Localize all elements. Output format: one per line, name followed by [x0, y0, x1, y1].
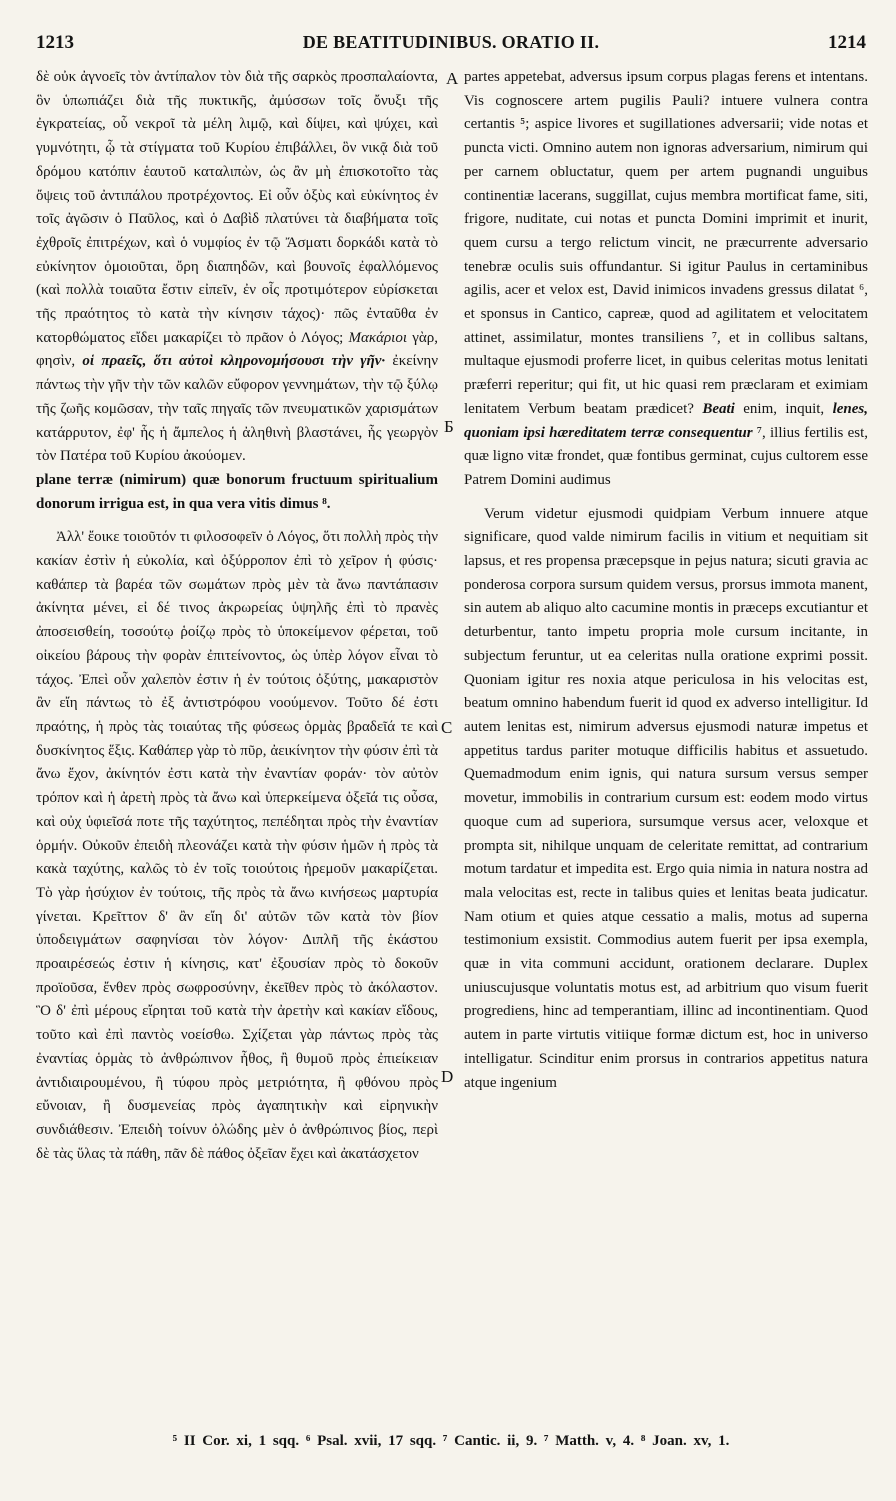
latin-column	[464, 66, 868, 1406]
running-header	[36, 32, 866, 58]
latin-bridge-line: plane terræ (nimirum) quæ bonorum fructuum spiritualium donorum irrigua est, in qua vera vitis dimus ⁸.	[36, 471, 438, 512]
margin-marker-b: Б	[444, 417, 454, 436]
paragraph-gap	[464, 493, 868, 503]
greek-p1-end: ἐκείνην πάντως τὴν γῆν τὴν τῶν καλῶν εὔφορον γεννημάτων, τὴν τῷ ξύλῳ τῆς ζωῆς κομῶσαν, τὴν ταῖς πηγαῖς τῶν πνευματικῶν χαρισμάτων κατάρρυτον, ἐφ' ἧς ἡ ἄμπελος ἡ ἀληθινὴ βλαστάνει, ἧς γεωργὸν τὸν Πατέρα τοῦ Κυρίου ἀκούομεν.	[36, 353, 438, 465]
greek-paragraph-1	[36, 66, 438, 469]
running-title: DE BEATITUDINIBUS. ORATIO II.	[302, 32, 600, 52]
greek-column	[36, 66, 438, 1406]
greek-p1-quote: οἱ πραεῖς, ὅτι αὐτοὶ κληρονομήσουσι τὴν γῆν·	[82, 353, 386, 370]
margin-marker-c: C	[441, 718, 453, 737]
margin-marker-d: D	[441, 1067, 454, 1086]
margin-marker-a: A	[446, 69, 459, 88]
latin-paragraph-2: Verum videtur ejusmodi quidpiam Verbum innuere atque significare, quod valde nimirum facilis in vitium et nequitiam sit lapsus, et res propensa præcepsque in pejus natura; sicuti gravia ac ponderosa corpora sursum quidem versus, prorsus immota manent, sin autem ab aliquo alto cacumine montis in præceps excutiantur et deturbentur, tanto impetu propria mole cursum incitante, in subjectum feruntur, ut ea celeritas nulla oratione exprimi possit. Quoniam igitur res noxia atque periculosa in his velocitas est, beatum omnino habendum fuerit id quod ex adverso intelligitur. Id autem lenitas est, nimirum adversus ejusmodi naturæ impetus et appetitus tardus pariter motuque difficilis habitus et assuetudo. Quemadmodum enim ignis, qui natura sursum versus semper movetur, immobilis in contrarium cursum est: eodem modo virtus quoque cum ad superiora, sursumque versus acer, veloxque et prompta sit, nihilque unquam de celeritate remittat, ad contrarium motum tardatur et impedita est. Ergo quia nimia in natura nostra ad mala velocitas est, recte in talibus quies et lenitas beata judicatur. Nam otium et quies atque cessatio a malis, motus ad superna testimonium exsistit. Commodius autem fuerit per ipsa exempla, quæ in vita communi accidunt, orationem declarare. Duplex uniuscujusque voluntatis motus est, ad arbitrium quo visum fuerit progrediens, hinc ad temperantiam, illinc ad incontinentiam. Quod autem in parte virtutis vitiique formæ dictum est, hoc in universo intelligatur. Scinditur enim prorsus in contrarios appetitus natura atque ingenium	[464, 505, 868, 1091]
greek-p1-mid: γὰρ, φησὶν,	[36, 329, 438, 370]
latin-p1-mid: enim, inquit,	[743, 400, 825, 417]
paragraph-gap	[36, 516, 438, 526]
greek-p1-text: δὲ οὐκ ἀγνοεῖς τὸν ἀντίπαλον τὸν διὰ τῆς σαρκὸς προσπαλαίοντα, ὃν ὑπωπιάζει διὰ τῆς πυκτικῆς, ἀμύσσων τοῖς ὄνυξι τῆς ἐγκρατείας, οὗ νεκροῖ τὰ μέλη λιμῷ, καὶ δίψει, καὶ ψύχει, καὶ γυμνότητι, ᾧ τὰ στίγματα τοῦ Κυρίου ἐπιβάλλει, ὃν νικᾷ διὰ τοῦ δρόμου κατόπιν ἑαυτοῦ καταλιπὼν, ὡς ἂν μὴ ἐπισκοτοῖτο τὰς ὄψεις τοῦ ἀντιπάλου προτρέχοντος. Εἰ οὖν ὀξὺς καὶ εὐκίνητος ἐν τοῖς ἀγῶσιν ὁ Παῦλος, καὶ ὁ Δαβὶδ πλατύνει τὰ διαβήματα τοῖς ἐχθροῖς ἐπιτρέχων, καὶ ὁ νυμφίος ἐν τῷ Ἄσματι δορκάδι κατὰ τὸ εὐκίνητον ὁμοιοῦται, ὄρη διαπηδῶν, καὶ βουνοῖς ἐφαλλόμενος (καὶ πολλὰ τοιαῦτα ἔστιν εἰπεῖν, ἐν οἷς προτιμότερον εὑρίσκεται τῆς πραότητος τὸ κατὰ τὴν κίνησιν τάχος)· πῶς ἐνταῦθα ἐν κατορθώματος εἴδει μακαρίζει τὸ πρᾶον ὁ Λόγος;	[36, 69, 438, 346]
latin-p1-italic-b: lenes, quoniam ipsi hæreditatem terræ consequentur	[464, 400, 868, 441]
latin-p1-italic-a: Beati	[702, 400, 735, 417]
greek-paragraph-2: Ἀλλ' ἔοικε τοιοῦτόν τι φιλοσοφεῖν ὁ Λόγος, ὅτι πολλὴ πρὸς τὴν κακίαν ἐστὶν ἡ εὐκολία, καὶ ὀξύρροπον ἐπὶ τὸ χεῖρον ἡ φύσις· καθάπερ τὰ βαρέα τῶν σωμάτων πρὸς μὲν τὰ ἄνω παντάπασιν ἀκίνητα μένει, εἰ δέ τινος ἀκρωρείας ὑψηλῆς ἐπὶ τὸ πρανὲς ἀποσεισθείη, τοσούτῳ ῥοίζῳ πρὸς τὸ ὑποκείμενον φέρεται, τοῦ οἰκείου βάρους τὴν φορὰν ἐπιτείνοντος, ὡς ὑπὲρ λόγον εἶναι τὸ τάχος. Ἐπεὶ οὖν χαλεπὸν ἐστιν ἡ ἐν τούτοις ὀξύτης, μακαριστὸν ἂν εἴη πάντως τὸ ἐξ ἀντιστρόφου νοούμενον. Τοῦτο δέ ἐστι πραότης, ἡ πρὸς τὰς τοιαύτας τῆς φύσεως ὁρμὰς βραδεῖά τε καὶ δυσκίνητος ἕξις. Καθάπερ γὰρ τὸ πῦρ, ἀεικίνητον τὴν φύσιν ἐπὶ τὰ ἄνω ἔχον, ἀκίνητόν ἐστι κατὰ τὴν ἐναντίαν φοράν· τὸν αὐτὸν τρόπον καὶ ἡ ἀρετὴ πρὸς τὰ ἄνω καὶ ὑπερκείμενα ὀξεῖά τις οὖσα, καὶ οὐχ ὑφιεῖσά ποτε τῆς ταχύτητος, πεπέδηται πρὸς τὴν ἐναντίαν ὁρμήν. Οὐκοῦν ἐπειδὴ πλεονάζει κατὰ τὴν φύσιν ἡμῶν ἡ πρὸς τὰ κακὰ ταχύτης, καλῶς τὸ ἐν τοῖς τοιούτοις ἠρεμοῦν μακαρίζεται. Τὸ γὰρ ἡσύχιον ἐν τούτοις, τῆς πρὸς τὰ ἄνω κινήσεως μαρτυρία γίνεται. Κρεῖττον δ' ἂν εἴη δι' αὐτῶν τῶν κατὰ τὸν βίον ὑποδειγμάτων σαφηνίσαι τὸν λόγον· Διπλῆ τῆς ἑκάστου προαιρέσεώς ἐστιν ἡ κίνησις, κατ' ἐξουσίαν πρὸς τὸ δοκοῦν προϊοῦσα, ἔνθεν πρὸς σωφροσύνην, ἐκεῖθεν πρὸς τὸ ἀκόλαστον. Ὃ δ' ἐπὶ μέρους εἴρηται τοῦ κατὰ τὴν ἀρετὴν καὶ κακίαν εἴδους, τοῦτο καὶ ἐπὶ παντὸς νοείσθω. Σχίζεται γὰρ πάντως πρὸς τὰς ἐναντίας ὁρμὰς τὸ ἀνθρώπινον ἦθος, ἢ θυμοῦ πρὸς ἐπιείκειαν ἀντιδιαιρουμένου, ἢ τύφου πρὸς μετριότητα, ἢ φθόνου πρὸς εὔνοιαν, ἢ δυσμενείας πρὸς ἀγαπητικὴν καὶ εἰρηνικὴν συνδιάθεσιν. Ἐπειδὴ τοίνυν ὀλώδης μὲν ὁ ἀνθρώπινος βίος, περὶ δὲ τὰς ὕλας τὰ πάθη, πᾶν δὲ πάθος ὀξεῖαν ἔχει καὶ ἀκατάσχετον	[36, 529, 438, 1162]
footnotes: ⁵ II Cor. xi, 1 sqq. ⁶ Psal. xvii, 17 sqq. ⁷ Cantic. ii, 9. ⁷ Matth. v, 4. ⁸ Joan. xv, 1.	[172, 1433, 730, 1449]
page-number-right: 1214	[828, 32, 866, 53]
page-number-left: 1213	[36, 32, 74, 53]
latin-paragraph-1	[464, 66, 868, 493]
greek-p1-italic: Μακάριοι	[348, 329, 408, 346]
latin-p1-end: ⁷, illius fertilis est, quæ ligno vitæ frondet, quæ fontibus germinat, cujus cultorem esse Patrem Domini audimus	[464, 424, 868, 488]
latin-p1-text: partes appetebat, adversus ipsum corpus plagas ferens et intentans. Vis cognoscere artem pugilis Pauli? intuere vulnera contra certantis ⁵; aspice livores et sugillationes adversarii; vide notas et puncta victi. Omnino autem non ignoras adversarium, nimirum qui per carnem obluctatur, quem per artem pugnandi unguibus continentiæ lacerans, suggillat, cujus membra mortificat fame, siti, frigore, nuditate, cui notas et puncta Domini imprimit et inurit, quem cursu a tergo relictum vincit, ne præcurrente adversario tenebræ oculis suis offundantur. Si igitur Paulus in certaminibus agilis, acer et velox est, David inimicos invadens gressus dilatat ⁶, et sponsus in Cantico, capreæ, quod ad agilitatem et velocitatem attinet, assimilatur, montes transiliens ⁷, et in collibus saltans, multaque ejusmodi proferre licet, in quibus celeritas motus lenitati præferri reperitur; qui fit, ut hic quasi rem præclaram et eximiam lenitatem Verbum beatam prædicet?	[464, 69, 868, 417]
